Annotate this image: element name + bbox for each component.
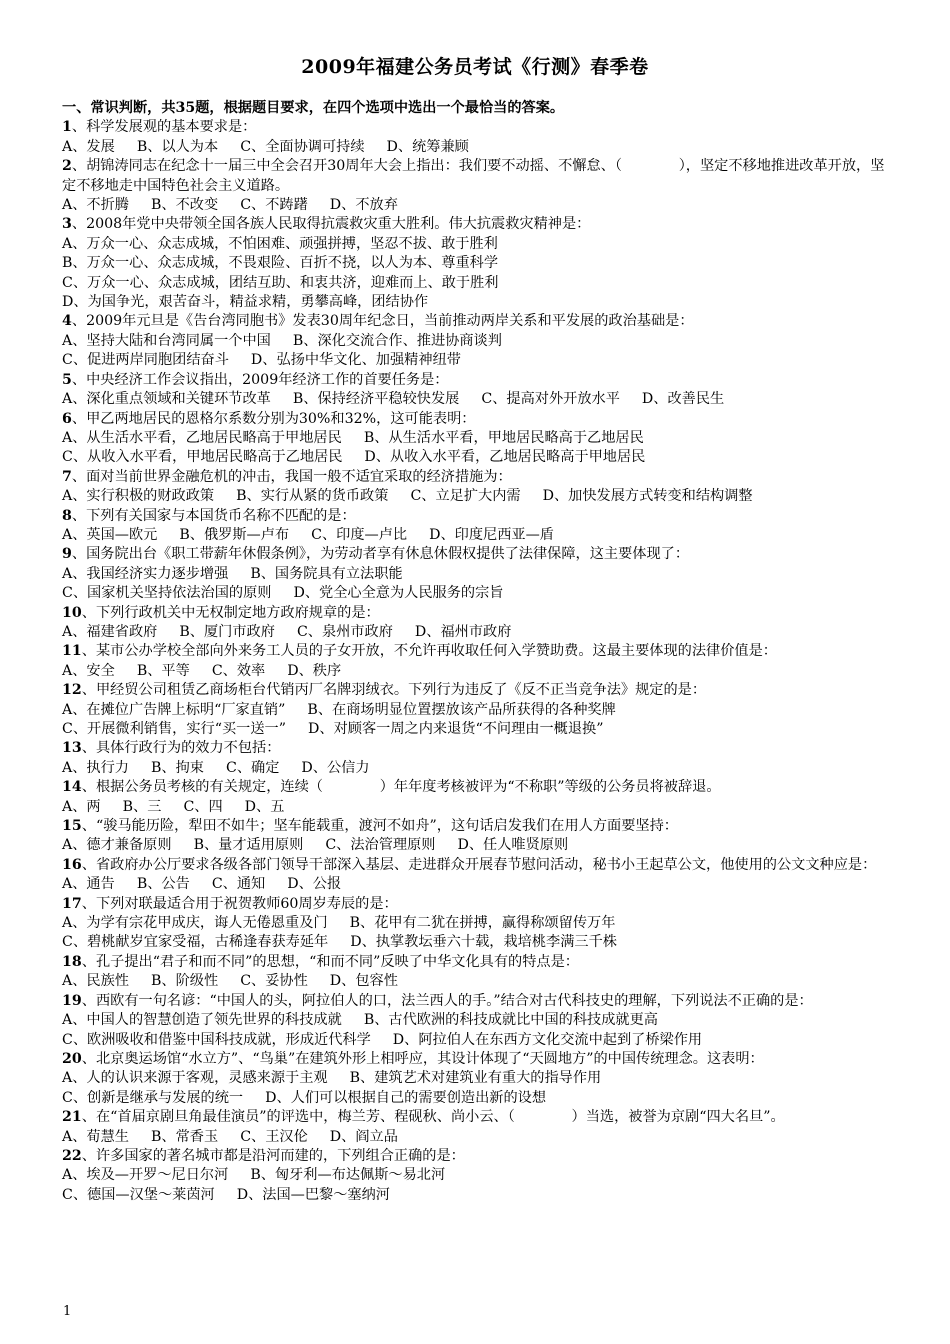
answer-option: A、发展	[62, 138, 115, 155]
answer-option: D、法国—巴黎～塞纳河	[236, 1186, 390, 1203]
question-text: 、在“首届京剧旦角最佳演员”的评选中，梅兰芳、程砚秋、尚小云、（ ）当选，被誉为京剧“四大名旦”。	[81, 1109, 785, 1126]
answer-option: B、在商场明显位置摆放该产品所获得的各种奖牌	[307, 701, 616, 718]
question-number: 21	[62, 1109, 82, 1126]
question-text: 、胡锦涛同志在纪念十一届三中全会召开30周年大会上指出：我们要不动摇、不懈怠、（ ），坚定不移地推进改革开放，坚定不移地走中国特色社会主义道路。	[62, 158, 885, 194]
answer-option: B、俄罗斯—卢布	[179, 526, 290, 543]
answer-option: B、量才适用原则	[193, 837, 304, 854]
option-row	[62, 1089, 888, 1108]
answer-option: A、我国经济实力逐步增强	[62, 565, 229, 582]
question-stem	[62, 507, 888, 526]
answer-option: D、党全心全意为人民服务的宗旨	[293, 585, 504, 602]
answer-option: A、执行力	[62, 759, 129, 776]
question-text: 、甲经贸公司租赁乙商场柜台代销丙厂名牌羽绒衣。下列行为违反了《反不正当竞争法》规定的是：	[81, 682, 707, 699]
question-stem	[62, 992, 888, 1011]
answer-option: B、实行从紧的货币政策	[236, 488, 389, 505]
option-row	[62, 701, 888, 720]
question-number: 3	[62, 216, 72, 233]
answer-option: A、深化重点领域和关键环节改革	[62, 391, 271, 408]
question-stem	[62, 856, 888, 875]
question-number: 12	[62, 682, 82, 699]
answer-option: A、民族性	[62, 973, 129, 990]
option-row	[62, 235, 888, 254]
option-row	[62, 332, 888, 351]
answer-option: D、公报	[287, 876, 342, 893]
option-row	[62, 390, 888, 409]
option-row	[62, 933, 888, 952]
answer-option: D、包容性	[329, 973, 398, 990]
question-number: 22	[62, 1147, 82, 1164]
question-text: 、下列对联最适合用于祝贺教师60周岁寿辰的是：	[81, 895, 398, 912]
option-row	[62, 720, 888, 739]
question-text: 、省政府办公厅要求各级各部门领导干部深入基层、走进群众开展春节慰问活动，秘书小王起草公文，他使用的公文文种应是：	[81, 856, 877, 873]
answer-option: D、改善民生	[641, 391, 725, 408]
question-text: 、孔子提出“君子和而不同”的思想，“和而不同”反映了中华文化具有的特点是：	[81, 953, 579, 970]
answer-option: D、从收入水平看，乙地居民略高于甲地居民	[364, 449, 646, 466]
answer-option: B、从生活水平看，甲地居民略高于乙地居民	[363, 429, 644, 446]
answer-option: D、秩序	[287, 662, 342, 679]
questions-container	[62, 118, 888, 1205]
question-stem	[62, 371, 888, 390]
answer-option: C、效率	[211, 662, 266, 679]
question-text: 、中央经济工作会议指出，2009年经济工作的首要任务是：	[71, 371, 449, 388]
answer-option: C、欧洲吸收和借鉴中国科技成就，形成近代科学	[62, 1031, 371, 1048]
answer-option: B、三	[122, 798, 162, 815]
question-text: 、具体行政行为的效力不包括：	[81, 740, 281, 757]
question-number: 1	[62, 119, 72, 136]
option-row	[62, 351, 888, 370]
answer-option: A、两	[62, 798, 101, 815]
answer-option: C、国家机关坚持依法治国的原则	[62, 585, 272, 602]
question-number: 19	[62, 992, 82, 1009]
answer-option: B、阶级性	[151, 973, 219, 990]
option-row	[62, 196, 888, 215]
answer-option: B、保持经济平稳较快发展	[292, 391, 460, 408]
question-number: 20	[62, 1050, 82, 1067]
question-text: 、西欧有一句名谚：“中国人的头，阿拉伯人的口，法兰西人的手。”结合对古代科技史的理解，下列说法不正确的是：	[81, 992, 813, 1009]
question-text: 、“骏马能历险，犁田不如牛；坚车能载重，渡河不如舟”，这句话启发我们在用人方面要坚持：	[81, 818, 678, 835]
question-number: 7	[62, 468, 72, 485]
answer-option: D、加快发展方式转变和结构调整	[542, 488, 753, 505]
question-stem	[62, 681, 888, 700]
question-text: 、面对当前世界金融危机的冲击，我国一般不适宜采取的经济措施为：	[71, 468, 512, 485]
answer-option: A、从生活水平看，乙地居民略高于甲地居民	[62, 429, 342, 446]
section-heading: 一、常识判断，共35题，根据题目要求，在四个选项中选出一个最恰当的答案。	[62, 100, 565, 116]
question-text: 、根据公务员考核的有关规定，连续（ ）年年度考核被评为“不称职”等级的公务员将被辞退。	[81, 779, 721, 796]
question-number: 13	[62, 740, 82, 757]
answer-option: C、从收入水平看，甲地居民略高于乙地居民	[62, 449, 343, 466]
option-row	[62, 1069, 888, 1088]
answer-option: C、法治管理原则	[325, 837, 436, 854]
question-stem	[62, 953, 888, 972]
question-stem	[62, 118, 888, 137]
answer-option: A、万众一心、众志成城，不怕困难、顽强拼搏，坚忍不拔、敢于胜利	[62, 235, 498, 252]
answer-option: A、实行积极的财政政策	[62, 488, 215, 505]
question-number: 17	[62, 895, 82, 912]
answer-option: D、不放弃	[329, 197, 398, 214]
answer-option: D、弘扬中华文化、加强精神纽带	[250, 352, 461, 369]
question-stem	[62, 604, 888, 623]
answer-option: B、公告	[136, 876, 190, 893]
answer-option: D、五	[244, 798, 285, 815]
answer-option: A、人的认识来源于客观，灵感来源于主观	[62, 1070, 328, 1087]
answer-option: C、全面协调可持续	[240, 138, 365, 155]
answer-option: A、坚持大陆和台湾同属一个中国	[62, 332, 271, 349]
question-text: 、甲乙两地居民的恩格尔系数分别为30%和32%，这可能表明：	[71, 410, 476, 427]
option-row	[62, 1166, 888, 1185]
answer-option: B、平等	[136, 662, 190, 679]
answer-option: C、妥协性	[240, 973, 308, 990]
question-number: 6	[62, 410, 72, 427]
answer-option: B、深化交流合作、推进协商谈判	[292, 332, 502, 349]
answer-option: C、印度—卢比	[311, 526, 408, 543]
answer-option: C、万众一心、众志成城，团结互助、和衷共济，迎难而上、敢于胜利	[62, 274, 499, 291]
question-stem	[62, 312, 888, 331]
option-row	[62, 972, 888, 991]
question-number: 18	[62, 953, 82, 970]
option-row	[62, 1031, 888, 1050]
option-row	[62, 1128, 888, 1147]
answer-option: C、立足扩大内需	[410, 488, 521, 505]
answer-option: D、人们可以根据自己的需要创造出新的设想	[265, 1089, 547, 1106]
answer-option: C、不踌躇	[240, 197, 308, 214]
answer-option: D、福州市政府	[414, 623, 512, 640]
question-text: 、许多国家的著名城市都是沿河而建的，下列组合正确的是：	[81, 1147, 465, 1164]
answer-option: A、通告	[62, 876, 115, 893]
question-number: 8	[62, 507, 72, 524]
question-text: 、下列有关国家与本国货币名称不匹配的是：	[71, 507, 356, 524]
question-stem	[62, 545, 888, 564]
question-stem	[62, 215, 888, 234]
answer-option: C、通知	[211, 876, 266, 893]
option-row	[62, 254, 888, 273]
question-text: 、某市公办学校全部向外来务工人员的子女开放，不允许再收取任何入学赞助费。这最主要体现的法律价值是：	[81, 643, 777, 660]
question-number: 4	[62, 313, 72, 330]
question-stem	[62, 468, 888, 487]
answer-option: A、中国人的智慧创造了领先世界的科技成就	[62, 1012, 342, 1029]
answer-option: D、为国争光，艰苦奋斗，精益求精，勇攀高峰，团结协作	[62, 294, 429, 311]
answer-option: B、厦门市政府	[179, 623, 275, 640]
answer-option: D、阎立品	[329, 1128, 398, 1145]
question-stem	[62, 817, 888, 836]
question-stem	[62, 410, 888, 429]
question-stem	[62, 157, 888, 196]
answer-option: B、拘束	[151, 759, 204, 776]
answer-option: C、四	[183, 798, 223, 815]
question-text: 、2008年党中央带领全国各族人民取得抗震救灾重大胜利。伟大抗震救灾精神是：	[71, 216, 591, 233]
question-stem	[62, 1108, 888, 1127]
answer-option: D、印度尼西亚—盾	[429, 526, 554, 543]
answer-option: B、建筑艺术对建筑业有重大的指导作用	[349, 1070, 602, 1087]
option-row	[62, 623, 888, 642]
answer-option: C、碧桃献岁宜家受福，古稀逢春获寿延年	[62, 934, 329, 951]
option-row	[62, 274, 888, 293]
answer-option: A、不折腾	[62, 197, 129, 214]
question-text: 、北京奥运场馆“水立方”、“鸟巢”在建筑外形上相呼应，其设计体现了“天圆地方”的中国传统理念。这表明：	[81, 1050, 764, 1067]
question-number: 11	[62, 643, 82, 660]
answer-option: B、古代欧洲的科技成就比中国的科技成就更高	[363, 1012, 658, 1029]
option-row	[62, 138, 888, 157]
option-row	[62, 875, 888, 894]
question-number: 9	[62, 546, 72, 563]
question-list	[62, 99, 888, 1205]
answer-option: A、英国—欧元	[62, 526, 158, 543]
answer-option: A、埃及—开罗～尼日尔河	[62, 1167, 229, 1184]
page-number: 1	[63, 1304, 72, 1319]
answer-option: A、为学有宗花甲成庆，诲人无倦恩重及门	[62, 915, 328, 932]
question-number: 15	[62, 818, 82, 835]
answer-option: D、任人唯贤原则	[457, 837, 569, 854]
answer-option: B、以人为本	[136, 138, 219, 155]
answer-option: C、确定	[226, 759, 280, 776]
question-stem	[62, 1050, 888, 1069]
answer-option: D、阿拉伯人在东西方文化交流中起到了桥梁作用	[392, 1031, 703, 1048]
answer-option: A、荀慧生	[62, 1128, 129, 1145]
answer-option: D、公信力	[301, 759, 370, 776]
option-row	[62, 914, 888, 933]
answer-option: D、对顾客一周之内来退货“不问理由一概退换”	[308, 721, 604, 737]
answer-option: C、泉州市政府	[296, 623, 393, 640]
answer-option: B、花甲有二犹在拼搏，赢得称颂留传万年	[349, 915, 616, 932]
answer-option: B、不改变	[151, 197, 219, 214]
answer-option: C、王汉伦	[240, 1128, 308, 1145]
question-number: 2	[62, 158, 72, 175]
option-row	[62, 836, 888, 855]
question-text: 、2009年元旦是《告台湾同胞书》发表30周年纪念日，当前推动两岸关系和平发展的政治基础是：	[71, 313, 694, 330]
question-number: 14	[62, 779, 82, 796]
option-row	[62, 526, 888, 545]
question-stem	[62, 1147, 888, 1166]
answer-option: C、德国—汉堡～莱茵河	[62, 1186, 215, 1203]
question-text: 、科学发展观的基本要求是：	[71, 119, 257, 136]
document-title: 2009年福建公务员考试《行测》春季卷	[301, 56, 649, 78]
answer-option: D、执掌教坛垂六十载，栽培桃李满三千株	[350, 934, 617, 951]
option-row	[62, 759, 888, 778]
option-row	[62, 429, 888, 448]
option-row	[62, 565, 888, 584]
question-stem	[62, 642, 888, 661]
answer-option: B、万众一心、众志成城，不畏艰险、百折不挠，以人为本、尊重科学	[62, 255, 499, 272]
option-row	[62, 662, 888, 681]
question-stem	[62, 739, 888, 758]
option-row	[62, 1186, 888, 1205]
answer-option: B、匈牙利—布达佩斯～易北河	[250, 1167, 446, 1184]
option-row	[62, 448, 888, 467]
question-text: 、国务院出台《职工带薪年休假条例》，为劳动者享有休息休假权提供了法律保障，这主要体现了：	[71, 546, 690, 563]
answer-option: D、统筹兼顾	[386, 138, 469, 155]
option-row	[62, 1011, 888, 1030]
answer-option: A、安全	[62, 662, 115, 679]
option-row	[62, 293, 888, 312]
option-row	[62, 487, 888, 506]
question-number: 16	[62, 856, 82, 873]
option-row	[62, 798, 888, 817]
question-text: 、下列行政机关中无权制定地方政府规章的是：	[81, 604, 380, 621]
question-stem	[62, 895, 888, 914]
answer-option: A、在摊位广告牌上标明“厂家直销”	[62, 701, 286, 718]
answer-option: B、常香玉	[151, 1128, 219, 1145]
answer-option: C、提高对外开放水平	[481, 391, 620, 408]
question-stem	[62, 778, 888, 797]
option-row	[62, 584, 888, 603]
answer-option: C、开展微利销售，实行“买一送一”	[62, 721, 286, 737]
answer-option: C、促进两岸同胞团结奋斗	[62, 352, 229, 369]
answer-option: C、创新是继承与发展的统一	[62, 1089, 244, 1106]
answer-option: A、德才兼备原则	[62, 837, 172, 854]
question-number: 5	[62, 371, 72, 388]
question-number: 10	[62, 604, 82, 621]
answer-option: A、福建省政府	[62, 623, 158, 640]
answer-option: B、国务院具有立法职能	[250, 565, 403, 582]
